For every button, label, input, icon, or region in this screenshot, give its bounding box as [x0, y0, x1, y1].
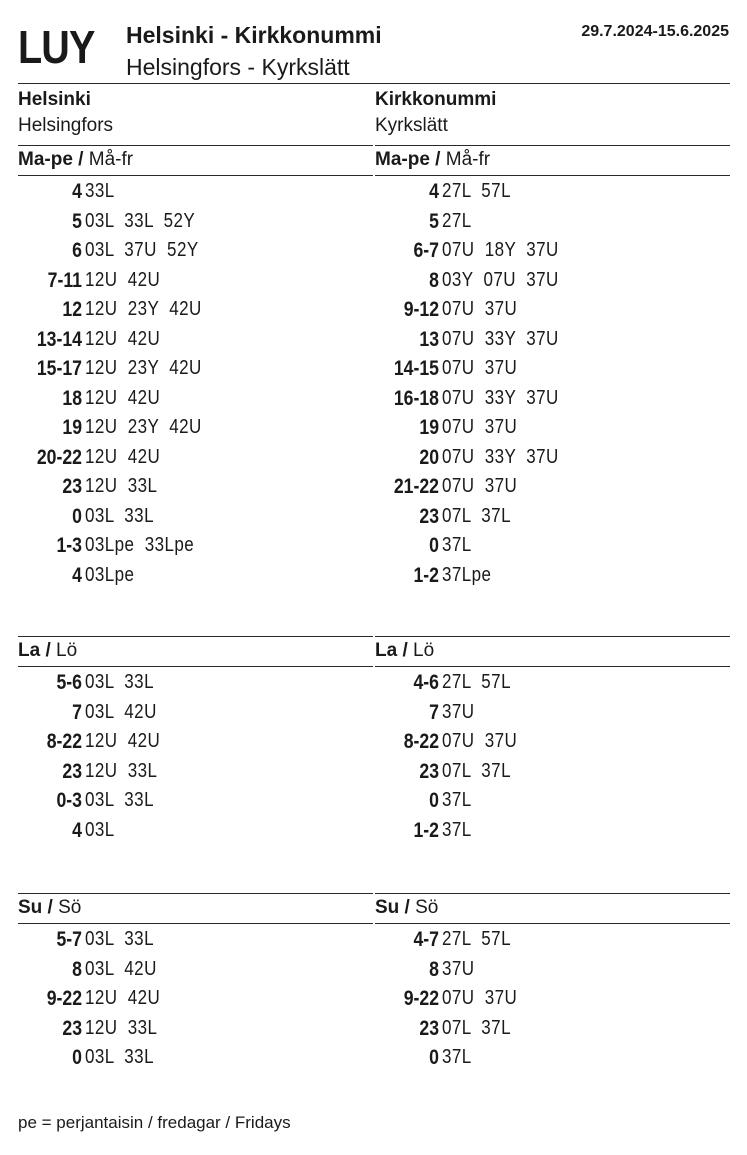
timetable-row [18, 472, 373, 502]
departure-minutes: 12U 42U [85, 386, 161, 409]
timetable-row [18, 727, 373, 757]
section-divider-top [375, 893, 730, 894]
departure-hour: 9-12 [403, 298, 439, 321]
day-label-fi: Su [375, 897, 400, 918]
departure-hour: 20 [419, 445, 439, 469]
departure-hour: 23 [62, 1016, 82, 1040]
departure-minutes: 07L 37L [442, 504, 511, 527]
departure-minutes: 37L [442, 789, 472, 811]
departure-hour: 1-2 [413, 818, 439, 842]
timetable-row [18, 236, 373, 266]
departure-hour: 4 [72, 563, 82, 587]
departure-hour: 23 [419, 759, 439, 783]
departure-hour: 0 [429, 789, 439, 812]
timetable-row [18, 325, 373, 355]
departure-hour: 8 [429, 957, 439, 981]
timetable-row [18, 561, 373, 591]
departure-minutes: 12U 42U [85, 730, 161, 752]
section-divider-bottom [375, 175, 730, 176]
column-right-name-sv: Kyrkslätt [375, 115, 448, 136]
departure-minutes: 03L 33L [85, 504, 154, 527]
section-divider-top [375, 636, 730, 637]
departure-minutes: 37U [442, 700, 475, 723]
departure-minutes: 07U 37U [442, 357, 518, 379]
day-label-fi: La [375, 640, 398, 661]
timetable-row [375, 472, 730, 502]
day-label-sv: Sö [58, 897, 82, 918]
departure-hour: 23 [419, 504, 439, 528]
timetable-row [375, 786, 730, 816]
departure-hour: 13 [419, 327, 439, 351]
column-right-name-fi: Kirkkonummi [375, 89, 497, 110]
timetable-row [18, 384, 373, 414]
departure-hour: 23 [62, 759, 82, 783]
departure-minutes: 07L 37L [442, 1016, 511, 1039]
departure-hour: 5-6 [56, 671, 82, 694]
departure-minutes: 03L 33L [85, 928, 154, 950]
day-label-fi: Ma-pe [375, 149, 430, 170]
section-day-label [18, 639, 77, 663]
departure-minutes: 12U 23Y 42U [85, 298, 202, 320]
departure-hour: 23 [419, 1016, 439, 1040]
departure-hour: 9-22 [403, 987, 439, 1010]
timetable-row [18, 502, 373, 532]
departure-hour: 9-22 [46, 987, 82, 1010]
section-divider-bottom [18, 175, 373, 176]
timetable-row [18, 816, 373, 846]
timetable-row [18, 354, 373, 384]
timetable-row [375, 727, 730, 757]
departure-minutes: 07U 33Y 37U [442, 386, 559, 409]
departure-hour: 20-22 [36, 445, 82, 469]
departure-minutes: 07L 37L [442, 759, 511, 782]
departure-hour: 16-18 [393, 386, 439, 410]
day-label-separator: / [40, 640, 57, 661]
timetable-row [18, 925, 373, 955]
day-label-sv: Lö [56, 640, 78, 661]
departure-minutes: 03L 33L 52Y [85, 209, 196, 232]
departure-hour: 0 [429, 1046, 439, 1069]
timetable-row [18, 413, 373, 443]
departure-minutes: 33L [85, 180, 115, 202]
departure-hour: 5 [429, 209, 439, 233]
timetable-row [375, 1043, 730, 1073]
departure-minutes: 07U 33Y 37U [442, 327, 559, 350]
timetable-row [375, 413, 730, 443]
departure-minutes: 03L 33L [85, 671, 154, 693]
departure-minutes: 07U 18Y 37U [442, 239, 559, 261]
timetable-row [18, 698, 373, 728]
timetable-row [18, 295, 373, 325]
day-label-sv: Lö [413, 640, 435, 661]
timetable-row [375, 757, 730, 787]
timetable-row [18, 955, 373, 985]
timetable-row [18, 207, 373, 237]
departure-minutes: 27L [442, 209, 472, 232]
departure-hour: 6 [72, 239, 82, 262]
day-label-separator: / [429, 149, 446, 170]
timetable-row [18, 266, 373, 296]
departure-hour: 8-22 [46, 730, 82, 753]
section-divider-bottom [18, 666, 373, 667]
departure-hour: 5-7 [56, 928, 82, 951]
departure-hour: 0-3 [56, 789, 82, 812]
timetable-row [18, 1043, 373, 1073]
day-label-fi: La [18, 640, 41, 661]
timetable-row [375, 816, 730, 846]
departure-minutes: 12U 33L [85, 1016, 158, 1039]
timetable-row [375, 295, 730, 325]
departure-hour: 8 [429, 268, 439, 292]
departure-minutes: 27L 57L [442, 180, 511, 202]
timetable-row [375, 325, 730, 355]
departure-hour: 6-7 [413, 239, 439, 262]
departure-minutes: 37L [442, 818, 472, 841]
timetable-row [375, 266, 730, 296]
departure-hour: 0 [429, 534, 439, 557]
departure-hour: 1-3 [56, 534, 82, 557]
section-day-label [18, 896, 81, 920]
timetable-row [375, 1014, 730, 1044]
departure-hour: 4-7 [413, 928, 439, 951]
timetable-row [375, 236, 730, 266]
validity-period: 29.7.2024-15.6.2025 [581, 23, 729, 40]
route-title-swedish: Helsingfors - Kyrkslätt [126, 54, 350, 80]
departure-hour: 7 [72, 700, 82, 724]
departure-minutes: 12U 33L [85, 759, 158, 782]
timetable-row [375, 384, 730, 414]
day-label-sv: Sö [415, 897, 439, 918]
departure-hour: 14-15 [393, 357, 439, 380]
departure-minutes: 03Lpe [85, 563, 135, 586]
timetable-row [375, 955, 730, 985]
departure-minutes: 37U [442, 957, 475, 980]
departure-hour: 15-17 [36, 357, 82, 380]
section-divider-bottom [18, 923, 373, 924]
departure-hour: 12 [62, 298, 82, 321]
departure-minutes: 12U 23Y 42U [85, 416, 202, 438]
timetable-row [375, 984, 730, 1014]
departure-hour: 21-22 [393, 475, 439, 498]
departure-hour: 8-22 [403, 730, 439, 753]
departure-minutes: 12U 42U [85, 445, 161, 468]
departure-minutes: 03L 42U [85, 700, 157, 723]
timetable-row [18, 786, 373, 816]
section-divider-top [375, 145, 730, 146]
day-label-fi: Ma-pe [18, 149, 73, 170]
section-divider-bottom [375, 923, 730, 924]
timetable-row [375, 925, 730, 955]
departure-hour: 18 [62, 386, 82, 410]
timetable-row [375, 531, 730, 561]
departure-minutes: 07U 37U [442, 987, 518, 1009]
departure-hour: 5 [72, 209, 82, 233]
departure-minutes: 07U 37U [442, 730, 518, 752]
departure-minutes: 12U 42U [85, 268, 161, 291]
departure-minutes: 27L 57L [442, 671, 511, 693]
departure-hour: 1-2 [413, 563, 439, 587]
section-day-label [375, 896, 438, 920]
departure-hour: 4-6 [413, 671, 439, 694]
departure-hour: 19 [62, 416, 82, 439]
timetable-row [18, 443, 373, 473]
departure-minutes: 07U 37U [442, 475, 518, 497]
timetable-row [375, 177, 730, 207]
departure-minutes: 27L 57L [442, 928, 511, 950]
departure-minutes: 07U 33Y 37U [442, 445, 559, 468]
departure-minutes: 03L 42U [85, 957, 157, 980]
section-day-label [18, 148, 133, 172]
column-left-name-fi: Helsinki [18, 89, 91, 110]
section-divider-top [18, 145, 373, 146]
day-label-fi: Su [18, 897, 43, 918]
day-label-separator: / [399, 897, 416, 918]
section-divider-bottom [375, 666, 730, 667]
day-label-separator: / [42, 897, 59, 918]
departure-minutes: 03L 33L [85, 1046, 154, 1068]
departure-minutes: 37L [442, 1046, 472, 1068]
departure-hour: 19 [419, 416, 439, 439]
day-label-separator: / [72, 149, 89, 170]
timetable-row [18, 177, 373, 207]
column-left-name-sv: Helsingfors [18, 115, 114, 136]
departure-minutes: 07U 37U [442, 416, 518, 438]
departure-minutes: 03Lpe 33Lpe [85, 534, 195, 556]
section-day-label [375, 148, 490, 172]
day-label-separator: / [397, 640, 414, 661]
section-day-label [375, 639, 434, 663]
departure-minutes: 12U 23Y 42U [85, 357, 202, 379]
departure-minutes: 37L [442, 534, 472, 556]
departure-hour: 23 [62, 475, 82, 498]
departure-hour: 0 [72, 504, 82, 528]
departure-hour: 13-14 [36, 327, 82, 351]
section-divider-top [18, 636, 373, 637]
departure-hour: 4 [72, 180, 82, 203]
departure-hour: 4 [72, 818, 82, 842]
timetable-row [375, 443, 730, 473]
timetable-row [18, 757, 373, 787]
timetable-row [375, 698, 730, 728]
departure-minutes: 12U 42U [85, 987, 161, 1009]
departure-hour: 4 [429, 180, 439, 203]
timetable-row [18, 531, 373, 561]
timetable-row [375, 207, 730, 237]
timetable-row [375, 354, 730, 384]
departure-minutes: 07U 37U [442, 298, 518, 320]
footer-legend: pe = perjantaisin / fredagar / Fridays [18, 1113, 291, 1132]
day-label-sv: Må-fr [88, 149, 134, 170]
timetable-row [18, 668, 373, 698]
line-code: LUY [18, 21, 95, 73]
departure-minutes: 37Lpe [442, 563, 492, 586]
day-label-sv: Må-fr [445, 149, 491, 170]
departure-hour: 7 [429, 700, 439, 724]
timetable-row [375, 561, 730, 591]
header-divider [18, 83, 730, 84]
timetable-row [18, 1014, 373, 1044]
departure-hour: 7-11 [47, 268, 82, 292]
timetable-row [375, 668, 730, 698]
departure-minutes: 03L 37U 52Y [85, 239, 199, 261]
departure-minutes: 12U 42U [85, 327, 161, 350]
departure-hour: 0 [72, 1046, 82, 1069]
departure-minutes: 03L 33L [85, 789, 154, 811]
departure-minutes: 12U 33L [85, 475, 158, 497]
section-divider-top [18, 893, 373, 894]
departure-minutes: 03Y 07U 37U [442, 268, 559, 291]
departure-hour: 8 [72, 957, 82, 981]
timetable-row [375, 502, 730, 532]
departure-minutes: 03L [85, 818, 115, 841]
timetable-row [18, 984, 373, 1014]
route-title-finnish: Helsinki - Kirkkonummi [126, 22, 382, 48]
